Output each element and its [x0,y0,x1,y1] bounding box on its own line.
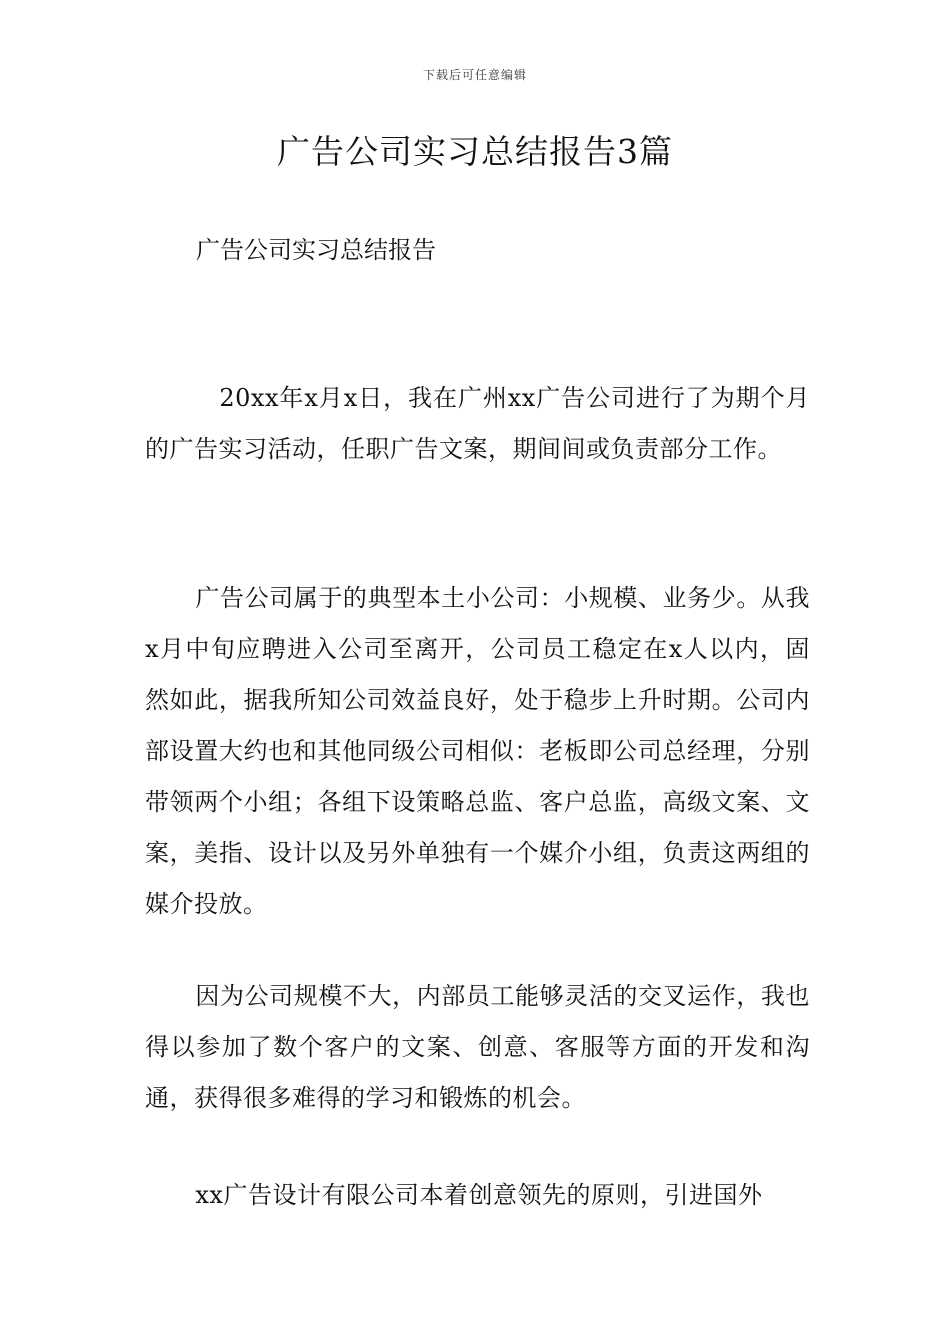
paragraph-1: 20xx年x月x日，我在广州xx广告公司进行了为期个月的广告实习活动，任职广告文案，期间间或负责部分工作。 [145,384,810,463]
document-title: 广告公司实习总结报告3篇 [277,132,673,171]
header-note: 下载后可任意编辑 [422,68,527,82]
document-subtitle: 广告公司实习总结报告 [196,236,436,264]
paragraph-3: 因为公司规模不大，内部员工能够灵活的交叉运作，我也得以参加了数个客户的文案、创意、客服等方面的开发和沟通，获得很多难得的学习和锻炼的机会。 [145,982,810,1112]
paragraph-2: 广告公司属于的典型本土小公司：小规模、业务少。从我x月中旬应聘进入公司至离开，公司员工稳定在x人以内，固然如此，据我所知公司效益良好，处于稳步上升时期。公司内部设置大约也和其他同级公司相似：老板即公司总经理，分别带领两个小组；各组下设策略总监、客户总监，高级文案、文案，美指、设计以及另外单独有一个媒介小组，负责这两组的媒介投放。 [145,584,810,918]
paragraph-4: xx广告设计有限公司本着创意领先的原则，引进国外 [195,1181,763,1209]
